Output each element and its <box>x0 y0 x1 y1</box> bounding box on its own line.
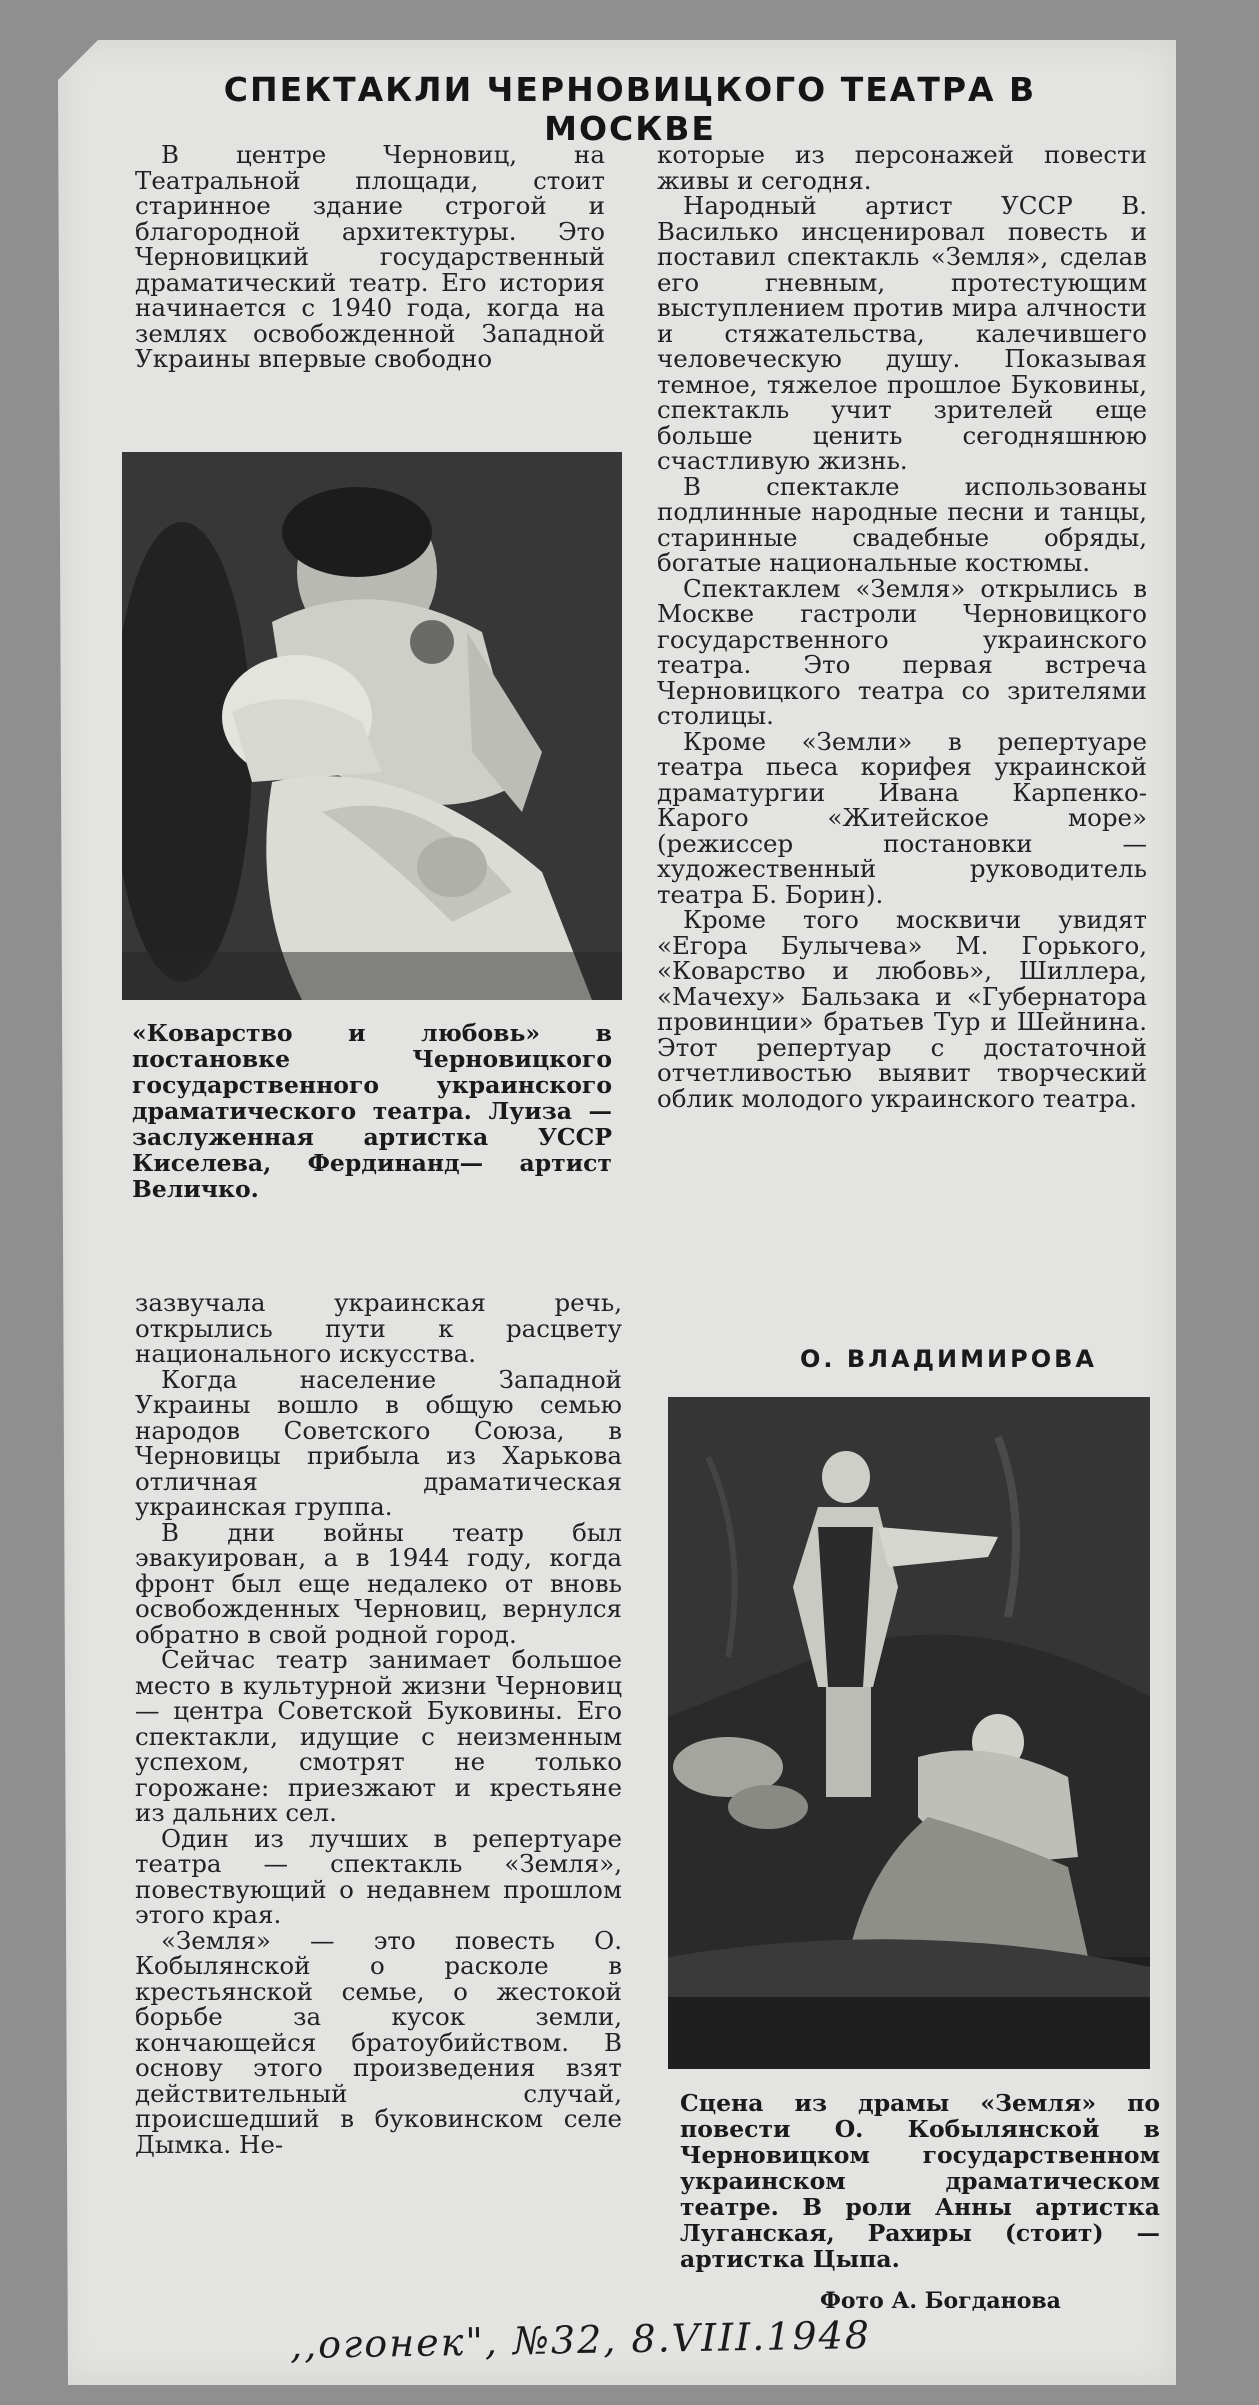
photo-kovarstvo-i-lyubov <box>122 452 622 1000</box>
photo1-caption: «Коварство и любовь» в постановке Черновицкого государственного украинского драматического театра. Луиза — заслуженная артистка УССР Киселева, Фердинанд— артист Величко. <box>132 1019 612 1203</box>
paragraph: Кроме того москвичи увидят «Егора Булычева» М. Горького, «Коварство и любовь», Шиллера, «Мачеху» Бальзака и «Губернатора провинции» братьев Тур и Шейнина. Этот репертуар с достаточной отчетливостью выявит творческий облик молодого украинского театра. <box>657 905 1147 1113</box>
paragraph: Народный артист УССР В. Василько инсценировал повесть и поставил спектакль «Земля», сделав его гневным, протестующим выступлением против мира алчности и стяжательства, калечившего человеческую душу. Показывая темное, тяжелое прошлое Буковины, спектакль учит зрителей еще больше ценить сегодняшнюю счастливую жизнь. <box>657 191 1147 475</box>
paragraph: Когда население Западной Украины вошло в общую семью народов Советского Союза, в Черновицы прибыла из Харькова отличная драматическая украинская группа. <box>135 1364 622 1521</box>
stage-photo-illustration <box>668 1397 1150 2069</box>
paragraph: зазвучала украинская речь, открылись пути к расцвету национального искусства. <box>135 1288 622 1368</box>
paragraph: Кроме «Земли» в репертуаре театра пьеса корифея украинской драматургии Ивана Карпенко-Карого «Житейское море» (режиссер постановки — художественный руководитель театра Б. Борин). <box>657 726 1147 909</box>
stage-photo-illustration <box>122 452 622 1000</box>
paragraph: В дни войны театр был эвакуирован, а в 1944 году, когда фронт был еще недалеко от вновь освобожденных Черновиц, вернулся обратно в свой родной город. <box>135 1517 622 1649</box>
author-signature: О. ВЛАДИМИРОВА <box>800 1345 1097 1373</box>
paragraph: Сейчас театр занимает большое место в культурной жизни Черновиц — центра Советской Буковины. Его спектакли, идущие с неизменным успехом, смотрят не только горожане: приезжают и крестьяне из дальних сел. <box>135 1645 622 1827</box>
article-headline: СПЕКТАКЛИ ЧЕРНОВИЦКОГО ТЕАТРА В МОСКВЕ <box>223 70 1037 148</box>
right-column-text <box>657 142 1147 1111</box>
paragraph: «Земля» — это повесть О. Кобылянской о расколе в крестьянской семье, о жестокой борьбе за кусок земли, кончающейся братоубийством. В основу этого произведения взят действительный случай, происшедший в буковинском селе Дымка. Не- <box>135 1925 622 2159</box>
photo-credit: Фото А. Богданова <box>820 2288 1061 2314</box>
photo-zemlya-scene <box>668 1397 1150 2069</box>
photo2-caption: Сцена из драмы «Земля» по повести О. Кобылянской в Черновицком государственном украинском драматическом театре. В роли Анны артистка Луганская, Рахиры (стоит) — артистка Цыпа. <box>680 2089 1160 2273</box>
paragraph: Спектаклем «Земля» открылись в Москве гастроли Черновицкого государственного украинского театра. Это первая встреча Черновицкого театра со зрителями столицы. <box>657 573 1147 730</box>
paragraph: Один из лучших в репертуаре театра — спектакль «Земля», повествующий о недавнем прошлом этого края. <box>135 1823 622 1929</box>
paragraph: В центре Черновиц, на Театральной площади, стоит старинное здание строгой и благородной архитектуры. Это Черновицкий государственный драматический театр. Его история начинается с 1940 года, когда на землях освобожденной Западной Украины впервые свободно <box>135 140 605 373</box>
left-column-top-text <box>135 142 605 372</box>
handwritten-source-note: ,,огонек", №32, 8.VIII.1948 <box>289 2312 872 2368</box>
paragraph: которые из персонажей повести живы и сегодня. <box>657 140 1147 195</box>
left-column-bottom-text <box>135 1290 622 2157</box>
paragraph: В спектакле использованы подлинные народные песни и танцы, старинные свадебные обряды, богатые национальные костюмы. <box>657 471 1147 577</box>
